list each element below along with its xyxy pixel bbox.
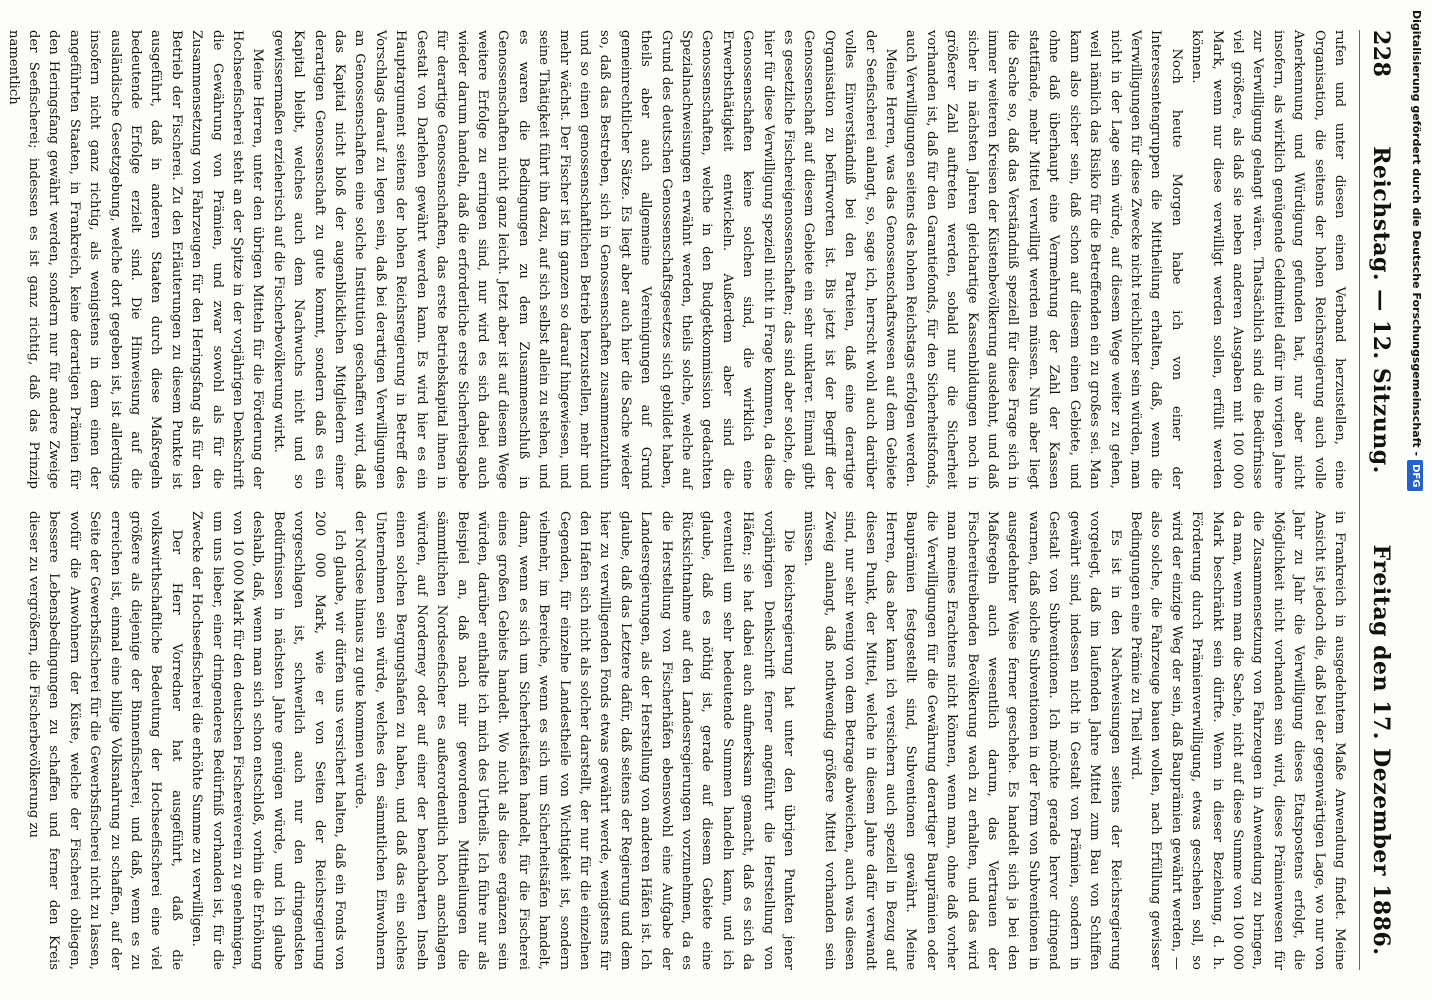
paragraph: Ich glaube, wir dürfen uns versichert halten, daß ein Fonds von 200 000 Mark, wie er von Seiten der Reichsregierung vorgeschlagen ist, schwerlich auch nur den dringendsten Bedürfnissen in nächsten Jahre genügen würde, und ich glaube deshalb, daß, wenn man sich schon entschloß, vorhin die Erhöhung von 10 000 Mark für den deutschen Fischereiverein zu genehmigen, um uns lieber, einer dringenderes Bedürfniß vorhanden ist, für die Zwecke der Hochseefischerei die erhöhte Summe zu verwilligen. — [189, 511, 348, 970]
rotated-newspaper-page — [5, 20, 1400, 980]
paragraph: in Frankreich in ausgedehntem Maße Anwendung findet. Meine Ansicht ist jedoch die, daß bei der gegenwärtigen Lage, wo nur von Jahr zu Jahr die Verwilligung dieses Etatspostens erfolgt, die Möglichkeit nicht vorhanden sein wird, dieses Prämienwesen für die Zusammensetzung von Fahrzeugen in Anwendung zu bringen, da man, wenn man die Sache, nicht auf diese Summe von 100 000 Mark beschränkt sein dürfte. Wenn in dieser Beziehung, d. h. Förderung durch Prämienverwilligung, etwas geschehen soll, so wird der einzige Weg der sein, daß Bauprämien gewährt werden, — also solche, die Fahrzeuge bauen wollen, nach Erfüllung gewisser Bedingungen eine Prämie zu Theil wird. — [1127, 511, 1347, 970]
paragraph: Es ist in den Nachweisungen seitens der Reichsregierung vorgelegt, daß im laufenden Jahre Mittel zum Bau von Schiffen gewährt sind, indessen nicht in Gestalt von Prämien, sondern in Gestalt von Subventionen. Ich möchte gerade hervor dringend warnen, daß solche Subventionen in der Form von Subventionen in ausgedehnter Weise ferner geschehe. Es handelt sich ja bei den Maßregeln auch wesentlich darum, das Vertrauen der Fischereitreibenden Bevölkerung wach zu erhalten, und das wird man meines Erachtens nicht können, wenn man, ohne daß vorher die Verwilligungen für die Gewährung derartiger Bauprämien oder Bauprämien festgestellt sind, Subventionen gewährt. Meine Herren, das aber kann ich versichern auch speziell in Bezug auf diesen Punkt, der Mittel, welche in diesem Jahre dafür verwandt sind, nur sehr wenig von dem Betrage abweichen, auch was diesen Zweig anlangt, daß nothwendig größere Mittel vorhanden sein müssen. — [801, 511, 1123, 970]
paragraph: Noch heute Morgen habe ich von einer der Interessentengruppen die Mittheilung erhalten, daß, wenn die Verwilligungen für diese Zwecke nicht reichlicher sein würden, man nicht in der Lage sein würde, auf diesem Wege weiter zu gehen, weil nämlich das Risiko für die Betreffenden ein zu großes sei. Man kann also sicher sein, daß schon auf diesem einen Gebiete, und ohne daß überhaupt eine Vermehrung der Zahl der Kassen stattfände, mehr Mittel verwilligt werden müssen. Nun aber liegt die Sache so, daß das Verständniß speziell für diese Frage sich in immer weiteren Kreisen der Küstenbevölkerung ausdehnt, und daß sicher in nächsten Jahren gleichartige Kassenbildungen noch in größerer Zahl auftreten werden, sobald nur die Sicherheit vorhanden ist, daß für den Garantiefonds, für den Sicherheitsfonds, auch Verwilligungen seitens des hohen Reichstags erfolgen werden. — [903, 30, 1184, 489]
text-column-right — [26, 511, 1349, 970]
page-header — [1359, 30, 1394, 970]
paragraph: Der Herr Vorredner hat ausgeführt, daß die volkswirthschaftliche Bedeutung der Hochseefischerei eine viel größere als diejenige der Binnenfischerei, und daß, wenn es zu erreichen ist, einmal eine billige Volksnahrung zu schaffen, auf der Seite der Gewerbsfischerei für die Gewerbsfischerei nicht zu lassen, wofür die Anwohnern der Küste, welche der Fischerei obliegen, bessere Lebensbedingungen zu schaffen und ferner den Kreis dieser zu vergrößern, die Fischerbevölkerung zu — [26, 511, 184, 970]
page-number: 228 — [1368, 30, 1394, 78]
header-left-title: Reichstag. — 12. Sitzung. — [1368, 146, 1394, 474]
paragraph: Die Reichsregierung hat unter den übrigen Punkten jener vorjährigen Denkschrift ferner angeführt die Herstellung von Häfen; sie hat dabei auch aufmerksam gemacht, daß es sich da eventuell um sehr bedeutende Summen handeln kann, und ich glaube, daß es nöthig ist, gerade auf diesem Gebiete eine Rücksichtnahme auf den Landesregierungen vorzunehmen, da es die Herstellung von Fischerhäfen ebensowohl eine Aufgabe der Landesregierungen, als der Herstellung von anderen Häfen ist. Ich glaube, daß das Letztere dafür, daß seitens der Regierung und dem hier zu verwilligenden Fonds etwas gewährt werde, wenigstens für den Hafen sich nicht als solcher darstellt, der nur für die einzelnen Gegenden, für einzelne Landestheile von Wichtigkeit ist, sondern vielmehr, im Bereiche, wenn es sich um Sicherheitsäfen handelt, dann, wenn es sich um Sicherheitsäfen handelt, für die Fischerei eines großen Gebiets handelt. Wo nicht als diese ergänzen sein würden, darüber enthalte ich mich des Urtheils. Ich führe nur als Beispiel an, daß nach mir gewordenen Mittheilungen die sämmtlichen Nordseefischer es außerordentlich hoch anschlagen würden, auf Norderney oder auf einer der benachbarten Inseln einen solchen Bergungshafen zu haben, und daß das ein solches Unternehmen sein würde, welches den sämmtlichen Einwohnern der Nordsee hinaus zu gute kommen würde. — [352, 511, 797, 970]
text-column-left — [5, 30, 1349, 489]
dfg-logo: DFG — [1407, 460, 1423, 491]
paragraph: rufen und unter diesen einen Verband herzustellen, eine Organisation, die seitens der hohen Reichsregierung auch volle Anerkennung und Würdigung gefunden hat, nur aber nicht insofern, als wirklich genügende Geldmittel dafür im vorigen Jahre zur Verwilligung gelangt wären. Thatsächlich sind die Bedürfnisse viel größere, als daß sie neben anderen Ausgaben mit 100 000 Mark, wenn nur diese verwilligt werden sollen, erfüllt werden können. — [1189, 30, 1347, 489]
text-columns — [5, 30, 1349, 970]
paragraph: Meine Herren, unter den übrigen Mitteln für die Förderung der Hochseefischerei steht an der Spitze in der vorjährigen Denkschrift die Gewährung von Prämien, und zwar sowohl als für die Zusammensetzung von Fahrzeugen für den Heringsfang als für den Betrieb der Fischerei. Zu den Erläuterungen zu diesem Punkte ist ausgeführt, daß in anderen Staaten durch diese Maßregeln bedeutende Erfolge erzielt sind. Die Hinweisung auf die ausländische Gesetzgebung, welche dort gegeben ist, ist allerdings insofern nicht ganz richtig, als wenigstens in dem einen der angeführten Staaten, in Frankreich, keine derartigen Prämien für den Heringsfang gewährt werden, sondern nur für andere Zweige der Seefischerei; indessen es ist ganz richtig, daß das Prinzip namentlich — [5, 30, 266, 489]
digitization-stamp — [1405, 10, 1427, 970]
stamp-text: Digitalisierung gefördert durch die Deutsche Forschungsgemeinschaft - — [1410, 10, 1423, 457]
paragraph: Meine Herren, was das Genossenschaftswesen auf dem Gebiete der Seefischerei anlangt, so, sage ich, herrscht wohl auch darüber volles Einverständniß bei den Parteien, daß eine derartige Organisation zu befürworten ist. Bis jetzt ist der Begriff der Genossenschaft auf diesem Gebiete ein sehr unklarer. Einmal gibt es gesetzliche Fischereigenossenschaften; das sind aber solche, die hier für diese Verwilligung speziell nicht in Frage kommen, da diese Genossenschaften keine solchen sind, die wirklich eine Erwerbsthätigkeit entwickeln. Außerdem aber sind die Genossenschaften, welche in den Budgetkommission gedachten Spezialnachweisungen erwähnt werden, theils solche, welche auf Grund des deutschen Genossenschaftsgesetzes sich gebildet haben, theils aber auch allgemeine Vereinigungen auf Grund gemeinrechtlicher Sätze. Es liegt aber auch hier die Sache wieder so, daß das Bestreben, sich in Genossenschaften zusammenzuthun und so einen genossenschaftlichen Betrieb herzustellen, mehr und mehr wächst. Der Fischer ist im ganzen so darauf hingewiesen, und seine Thätigkeit führt ihn dazu, auf sich selbst allein zu stehen, und es waren die Bedingungen zu dem Zusammenschluß in Genossenschaften nicht ganz leicht. Jetzt aber ist auf diesem Wege weitere Erfolge zu erringen sind, nur wird es sich dabei auch wieder darum handeln, daß die erforderliche erste Sicherheitsgabe für derartige Genossenschaften, das erste Betriebskapital ihnen in Gestalt von Darlehen gewährt werden kann. Es wird hier es ein Hauptargument seitens der hohen Reichsregierung in Betreff des Vorschlags darauf zu legen sein, daß bei derartigen Verwilligungen an Genossenschaften eine solche Institution geschaffen wird, daß das Kapital nicht bloß der augenblicklichen Mitgliedern einer derartigen Genossenschaft zu gute kommt, sondern daß es ein Kapital bleibt, welches auch dem Nachwuchs nicht und so gewissermaßen erzieherisch auf die Fischerbevölkerung wirkt. — [270, 30, 899, 489]
header-right-title: Freitag den 17. Dezember 1886. — [1368, 544, 1394, 956]
